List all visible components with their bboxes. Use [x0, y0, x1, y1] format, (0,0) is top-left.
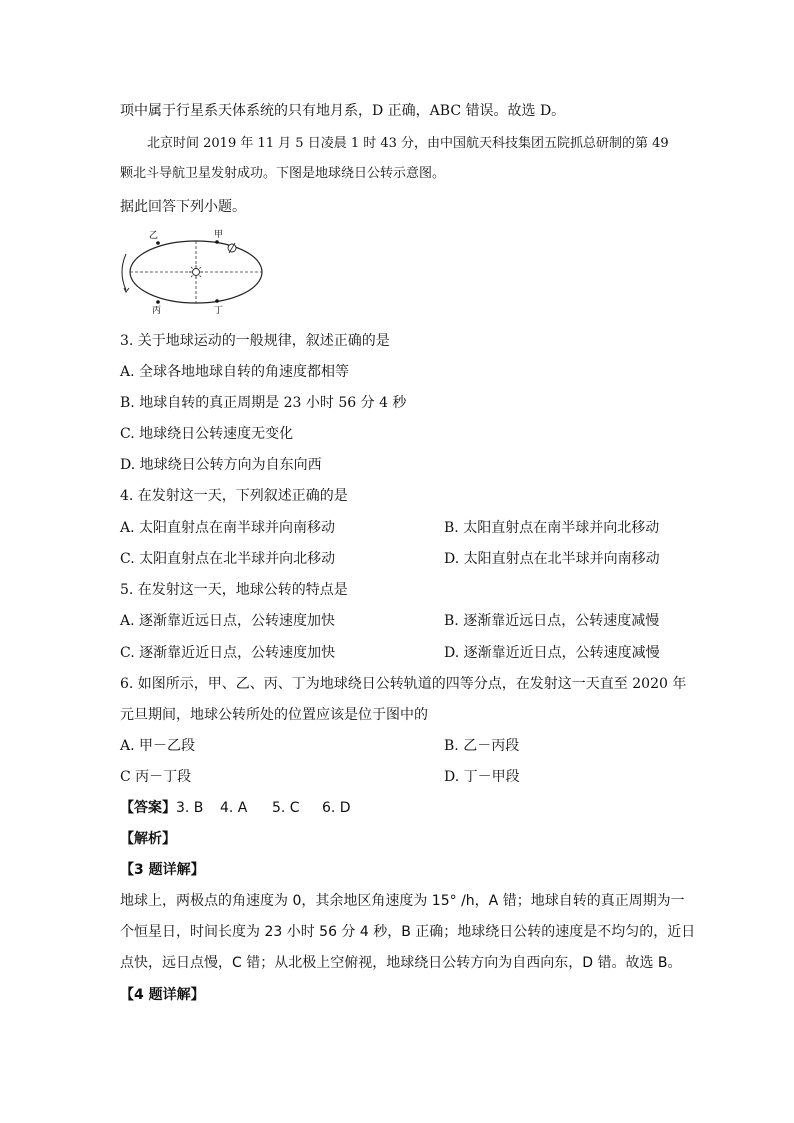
q3-option-c: C. 地球绕日公转速度无变化 [120, 426, 294, 442]
point-ding [215, 299, 219, 303]
point-jia [215, 240, 219, 244]
label-bing: 丙 [152, 306, 162, 316]
answer-item: 4. A [220, 800, 248, 816]
q6-option-d: D. 丁－甲段 [444, 769, 520, 785]
point-yi [156, 241, 160, 245]
q4-option-b: B. 太阳直射点在南半球并向北移动 [444, 520, 660, 536]
detail4-label: 【4 题详解】 [120, 987, 205, 1003]
passage-line-1: 北京时间 2019 年 11 月 5 日凌晨 1 时 43 分，由中国航天科技集团五院抓总研制的第 49 [147, 136, 669, 151]
q6-option-b: B. 乙－丙段 [444, 738, 520, 754]
q5-option-b: B. 逐渐靠近远日点，公转速度减慢 [444, 613, 660, 629]
q4-option-d: D. 太阳直射点在北半球并向南移动 [444, 551, 660, 567]
answer-label: 【答案】 [120, 800, 176, 816]
rotation-arrow [122, 254, 126, 290]
answer-item: 6. D [322, 800, 351, 816]
q4-option-c: C. 太阳直射点在北半球并向北移动 [120, 551, 336, 567]
q3-option-d: D. 地球绕日公转方向为自东向西 [120, 457, 322, 473]
q4-stem: 4. 在发射这一天，下列叙述正确的是 [120, 488, 348, 504]
analysis-label: 【解析】 [120, 831, 176, 847]
answer-line [120, 798, 351, 818]
q6-option-a: A. 甲－乙段 [120, 738, 196, 754]
q5-stem: 5. 在发射这一天，地球公转的特点是 [120, 582, 348, 598]
label-yi: 乙 [149, 231, 159, 241]
q6-option-c: C 丙－丁段 [120, 769, 192, 785]
intro-line: 项中属于行星系天体系统的只有地月系，D 正确，ABC 错误。故选 D。 [120, 103, 566, 119]
orbit-diagram [116, 226, 266, 316]
passage-line-2: 颗北斗导航卫星发射成功。下图是地球绕日公转示意图。 [120, 166, 446, 181]
detail3-line-2: 个恒星日，时间长度为 23 小时 56 分 4 秒，B 正确；地球绕日公转的速度是不均匀的，近日 [120, 924, 696, 940]
answer-item: 3. B [176, 800, 204, 816]
answer-item: 5. C [272, 800, 300, 816]
q6-stem-line-2: 元旦期间，地球公转所处的位置应该是位于图中的 [120, 707, 428, 723]
q4-option-a: A. 太阳直射点在南半球并向南移动 [120, 520, 336, 536]
detail3-line-1: 地球上，两极点的角速度为 0，其余地区角速度为 15° /h，A 错；地球自转的真正周期为一 [120, 893, 685, 909]
q3-option-b: B. 地球自转的真正周期是 23 小时 56 分 4 秒 [120, 395, 407, 411]
label-ding: 丁 [214, 306, 224, 316]
label-jia: 甲 [214, 230, 224, 240]
answer-prompt: 据此回答下列小题。 [120, 199, 246, 215]
q5-option-d: D. 逐渐靠近近日点，公转速度减慢 [444, 645, 660, 661]
q6-stem-line-1: 6. 如图所示，甲、乙、丙、丁为地球绕日公转轨道的四等分点，在发射这一天直至 2020 年 [120, 676, 687, 692]
q3-stem: 3. 关于地球运动的一般规律，叙述正确的是 [120, 333, 390, 349]
q5-option-c: C. 逐渐靠近近日点，公转速度加快 [120, 645, 336, 661]
point-bing [156, 300, 160, 304]
detail3-label: 【3 题详解】 [120, 862, 205, 878]
q3-option-a: A. 全球各地地球自转的角速度都相等 [120, 364, 350, 380]
detail3-line-3: 点快，远日点慢，C 错；从北极上空俯视，地球绕日公转方向为自西向东，D 错。故选 B。 [120, 955, 682, 971]
q5-option-a: A. 逐渐靠近远日点，公转速度加快 [120, 613, 336, 629]
